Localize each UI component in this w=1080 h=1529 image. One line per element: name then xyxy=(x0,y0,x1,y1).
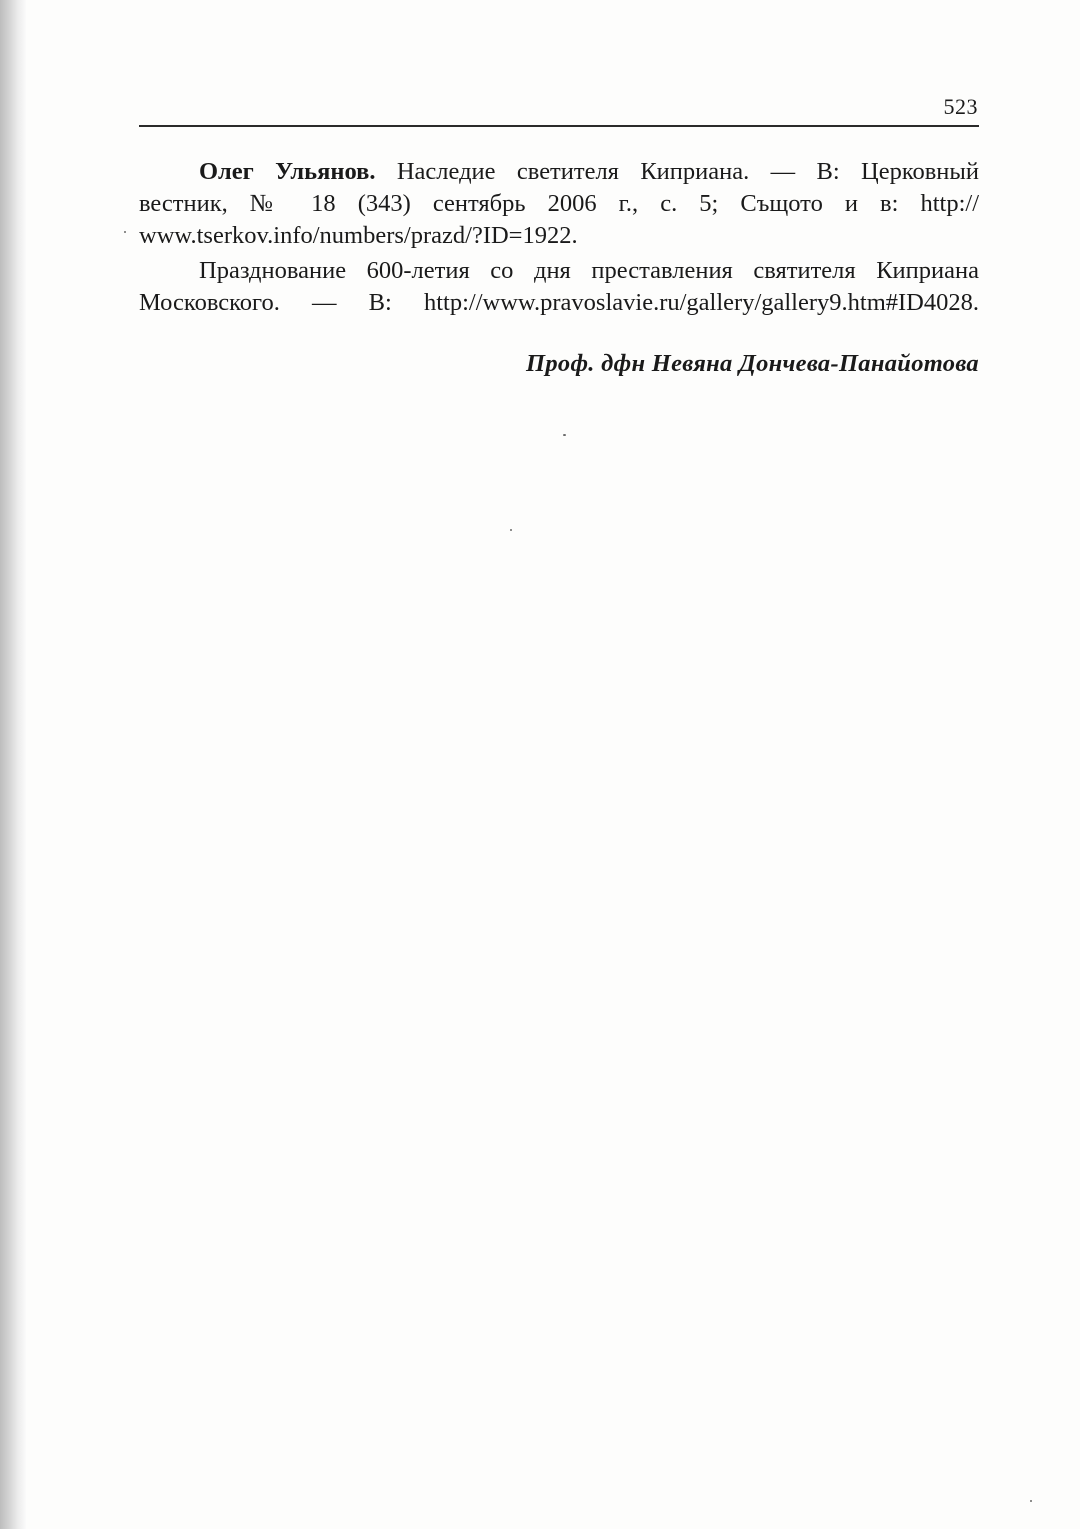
scan-speck xyxy=(563,434,566,436)
entry-line: Празднование 600-летия со дня преставления святителя Киприана xyxy=(199,257,979,284)
bibliography-entry xyxy=(139,156,979,252)
bibliography-entry xyxy=(139,255,979,319)
page-number: 523 xyxy=(943,94,978,119)
bibliography-block xyxy=(139,156,979,319)
author-signature: Проф. дфн Невяна Дончева-Панайотова xyxy=(526,350,979,377)
scan-edge-shadow xyxy=(0,0,26,1529)
scan-speck xyxy=(124,231,126,233)
entry-line: www.tserkov.info/numbers/prazd/?ID=1922. xyxy=(139,222,578,249)
scan-speck xyxy=(510,529,512,531)
header-rule xyxy=(139,125,979,127)
entry-author: Олег Ульянов. xyxy=(199,158,376,185)
entry-line: вестник, № 18 (343) сентябрь 2006 г., с. 5; Същото и в: http:// xyxy=(139,190,979,217)
entry-line: Московского. — В: http://www.pravoslavie.ru/gallery/gallery9.htm#ID4028. xyxy=(139,289,979,316)
entry-line xyxy=(139,156,979,188)
entry-title: Наследие светителя Киприана. — В: Церковный xyxy=(396,158,979,185)
scan-speck xyxy=(1030,1500,1032,1502)
